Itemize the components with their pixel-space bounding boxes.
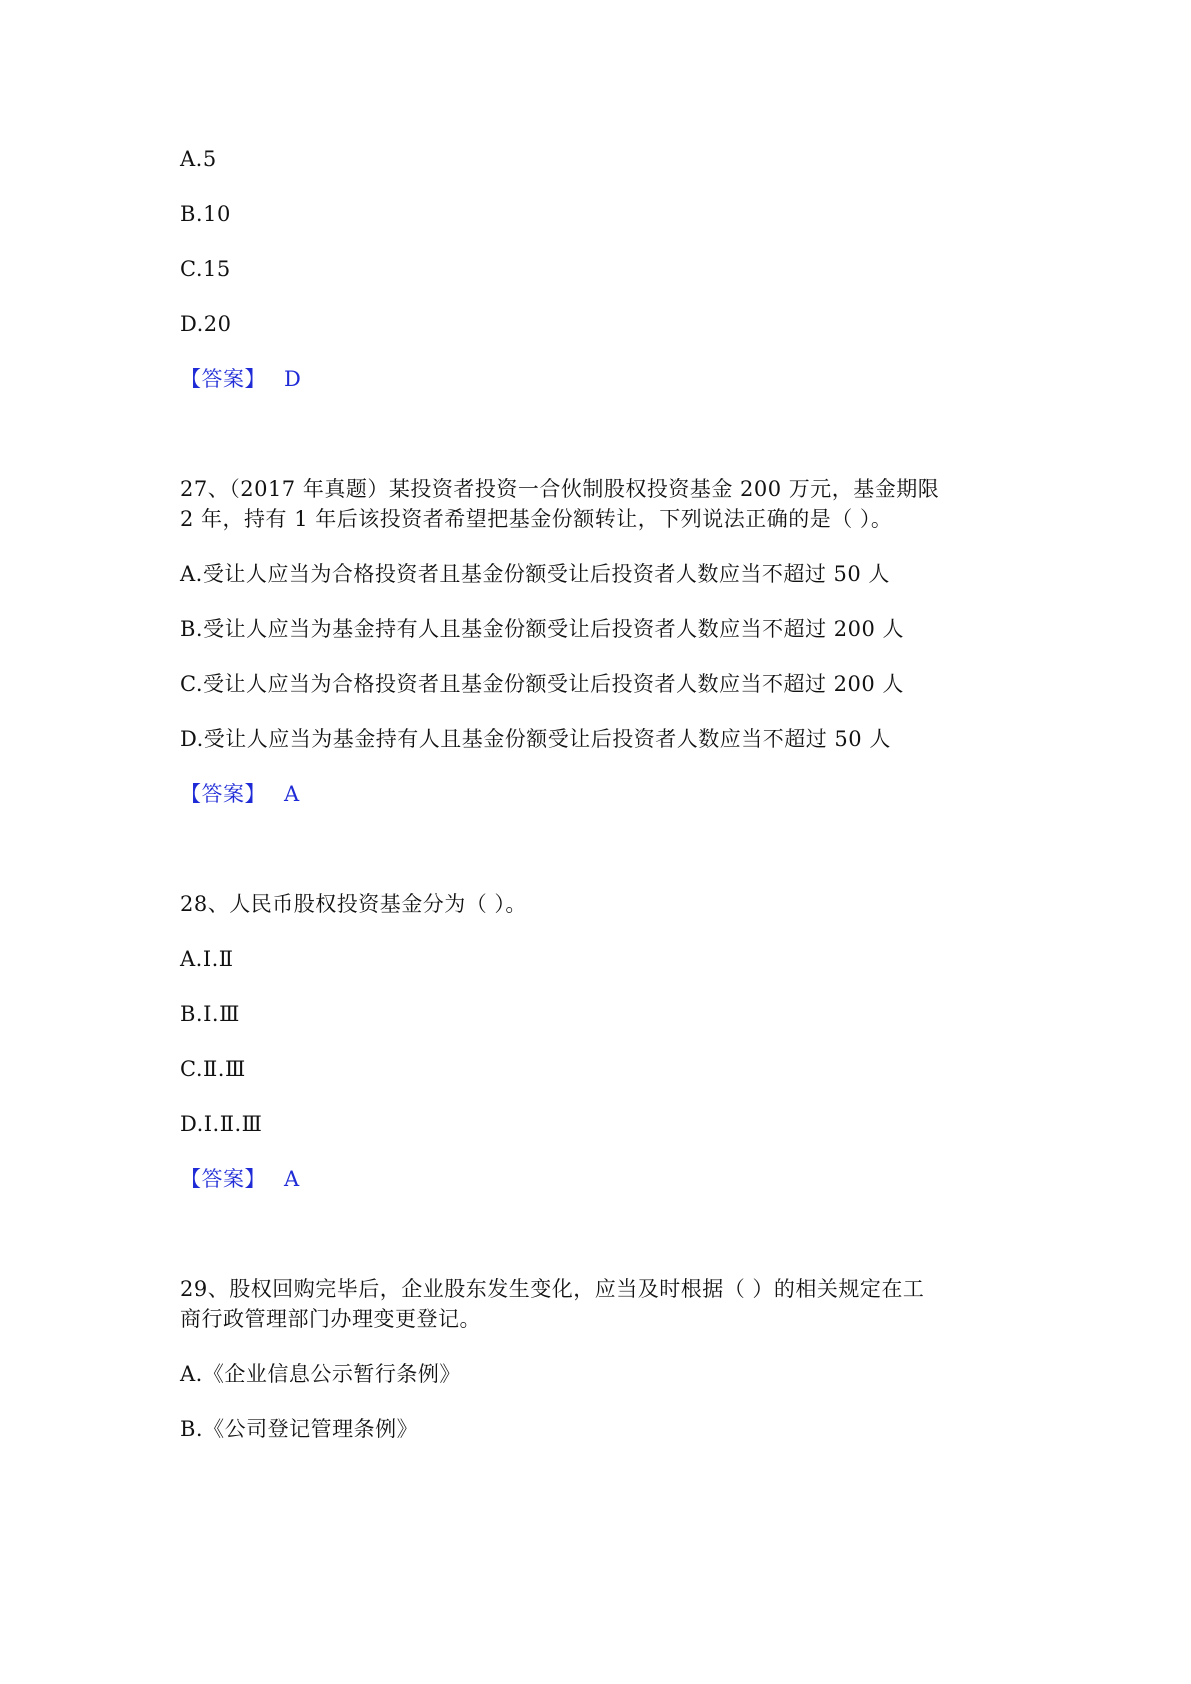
answer-label: 【答案】 — [180, 1167, 266, 1191]
q29-stem-line1: 29、股权回购完毕后，企业股东发生变化，应当及时根据（ ）的相关规定在工 — [180, 1277, 925, 1301]
q27-option-c: C.受让人应当为合格投资者且基金份额受让后投资者人数应当不超过 200 人 — [180, 672, 904, 696]
q29-stem-line2: 商行政管理部门办理变更登记。 — [180, 1307, 481, 1331]
q27-option-d: D.受让人应当为基金持有人且基金份额受让后投资者人数应当不超过 50 人 — [180, 727, 891, 751]
q28-answer — [180, 1164, 300, 1194]
q29-option-b: B.《公司登记管理条例》 — [180, 1417, 419, 1441]
answer-label: 【答案】 — [180, 367, 266, 391]
q26-option-b: B.10 — [180, 202, 231, 226]
q28-option-a: A.Ⅰ.Ⅱ — [180, 947, 234, 971]
q27-stem-line1: 27、（2017 年真题）某投资者投资一合伙制股权投资基金 200 万元，基金期限 — [180, 477, 940, 501]
q27-stem-line2: 2 年，持有 1 年后该投资者希望把基金份额转让，下列说法正确的是（ ）。 — [180, 507, 893, 531]
answer-label: 【答案】 — [180, 782, 266, 806]
q27-option-b: B.受让人应当为基金持有人且基金份额受让后投资者人数应当不超过 200 人 — [180, 617, 905, 641]
answer-value: A — [284, 1167, 300, 1191]
q29-option-a: A.《企业信息公示暂行条例》 — [180, 1362, 461, 1386]
q26-option-a: A.5 — [180, 147, 217, 171]
q28-stem: 28、人民币股权投资基金分为（ ）。 — [180, 892, 527, 916]
q27-option-a: A.受让人应当为合格投资者且基金份额受让后投资者人数应当不超过 50 人 — [180, 562, 890, 586]
answer-value: D — [284, 367, 302, 391]
q28-option-c: C.Ⅱ.Ⅲ — [180, 1057, 246, 1081]
q28-option-b: B.Ⅰ.Ⅲ — [180, 1002, 240, 1026]
q28-option-d: D.Ⅰ.Ⅱ.Ⅲ — [180, 1112, 263, 1136]
q26-option-c: C.15 — [180, 257, 231, 281]
q26-option-d: D.20 — [180, 312, 232, 336]
q27-answer — [180, 779, 300, 809]
q26-answer — [180, 364, 301, 394]
answer-value: A — [284, 782, 300, 806]
